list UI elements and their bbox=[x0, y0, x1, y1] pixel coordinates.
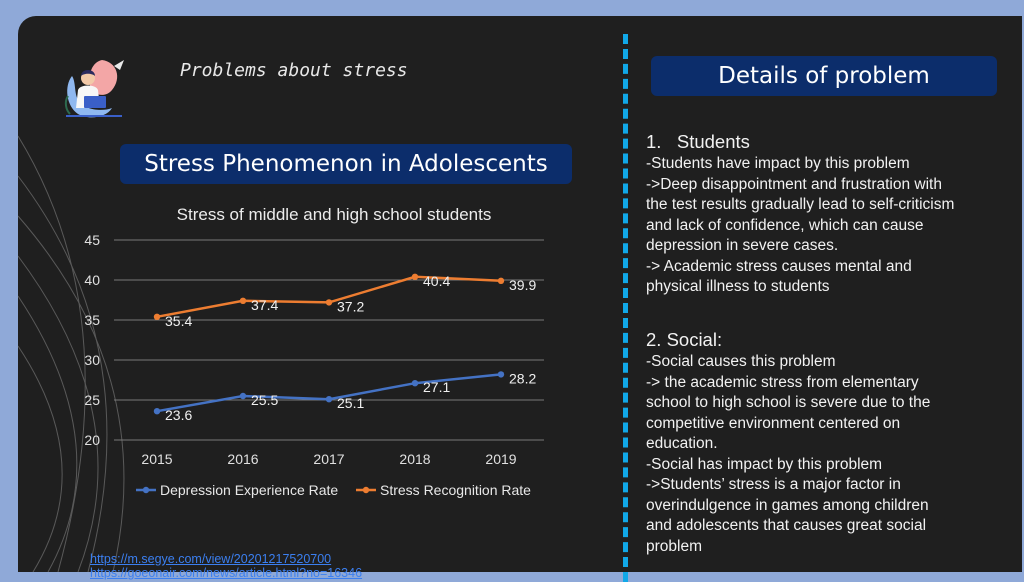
data-label: 40.4 bbox=[423, 272, 451, 289]
social-line: ->Students’ stress is a major factor in bbox=[646, 476, 901, 493]
y-tick-label: 45 bbox=[84, 232, 100, 248]
y-tick-label: 25 bbox=[84, 392, 100, 408]
social-line: and adolescents that causes great social bbox=[646, 517, 927, 534]
students-heading: 1. Students bbox=[646, 131, 750, 152]
data-point bbox=[498, 371, 504, 377]
slide bbox=[18, 16, 1022, 580]
source-link-segye[interactable]: https://m.segye.com/view/20201217520700 bbox=[90, 552, 332, 566]
social-line: competitive environment centered on bbox=[646, 414, 901, 432]
students-line: depression in severe cases. bbox=[646, 237, 839, 254]
y-tick-label: 35 bbox=[84, 312, 100, 328]
legend-label: Stress Recognition Rate bbox=[380, 482, 531, 498]
social-section bbox=[646, 328, 1021, 557]
data-point bbox=[240, 298, 246, 304]
students-line: -Students have impact by this problem bbox=[646, 155, 910, 172]
x-tick-label: 2017 bbox=[313, 451, 345, 467]
legend-marker bbox=[143, 487, 149, 493]
data-label: 37.2 bbox=[337, 298, 365, 315]
social-line: education. bbox=[646, 435, 718, 452]
data-label: 28.2 bbox=[509, 370, 537, 387]
students-line: -> Academic stress causes mental and bbox=[646, 257, 912, 275]
students-line: ->Deep disappointment and frustration with bbox=[646, 175, 942, 193]
social-line: -Social has impact by this problem bbox=[646, 455, 883, 473]
y-tick-label: 20 bbox=[84, 432, 100, 448]
students-line: physical illness to students bbox=[646, 278, 830, 295]
data-point bbox=[498, 278, 504, 284]
social-line: school to high school is severe due to the bbox=[646, 394, 931, 411]
details-heading: Details of problem bbox=[651, 56, 997, 96]
students-line: and lack of confidence, which can cause bbox=[646, 216, 924, 234]
chart-heading: Stress Phenomenon in Adolescents bbox=[120, 144, 572, 184]
data-label: 23.6 bbox=[165, 407, 193, 424]
data-point bbox=[154, 314, 160, 320]
x-tick-label: 2019 bbox=[485, 451, 517, 467]
social-line: overindulgence in games among children bbox=[646, 496, 929, 514]
data-label: 25.1 bbox=[337, 395, 365, 412]
source-link-goeonair[interactable]: https://goeonair.com/news/article.html?no=16346 bbox=[90, 566, 363, 580]
data-point bbox=[240, 393, 246, 399]
dashed-divider bbox=[623, 34, 628, 582]
social-line: problem bbox=[646, 537, 702, 555]
data-point bbox=[154, 408, 160, 414]
students-section bbox=[646, 130, 1021, 298]
chart-title: Stress of middle and high school students bbox=[176, 205, 492, 224]
data-label: 27.1 bbox=[423, 379, 451, 396]
x-tick-label: 2015 bbox=[141, 451, 173, 467]
data-label: 37.4 bbox=[251, 296, 279, 313]
y-tick-label: 30 bbox=[84, 352, 100, 368]
line-chart bbox=[74, 196, 574, 506]
x-tick-label: 2018 bbox=[399, 451, 431, 467]
social-heading: 2. Social: bbox=[646, 329, 723, 350]
data-label: 39.9 bbox=[509, 276, 537, 293]
social-line: -Social causes this problem bbox=[646, 353, 836, 370]
data-point bbox=[412, 380, 418, 386]
x-tick-label: 2016 bbox=[227, 451, 259, 467]
social-line: -> the academic stress from elementary bbox=[646, 373, 919, 391]
data-point bbox=[412, 274, 418, 280]
person-with-laptop-illustration bbox=[62, 56, 130, 120]
source-links bbox=[90, 552, 362, 580]
slide-subtitle: Problems about stress bbox=[180, 60, 408, 81]
students-line: the test results gradually lead to self-criticism bbox=[646, 196, 955, 213]
y-tick-label: 40 bbox=[84, 272, 100, 288]
legend-label: Depression Experience Rate bbox=[160, 482, 339, 498]
data-point bbox=[326, 299, 332, 305]
data-label: 25.5 bbox=[251, 392, 279, 408]
legend-marker bbox=[363, 487, 369, 493]
data-point bbox=[326, 396, 332, 402]
data-label: 35.4 bbox=[165, 312, 193, 329]
